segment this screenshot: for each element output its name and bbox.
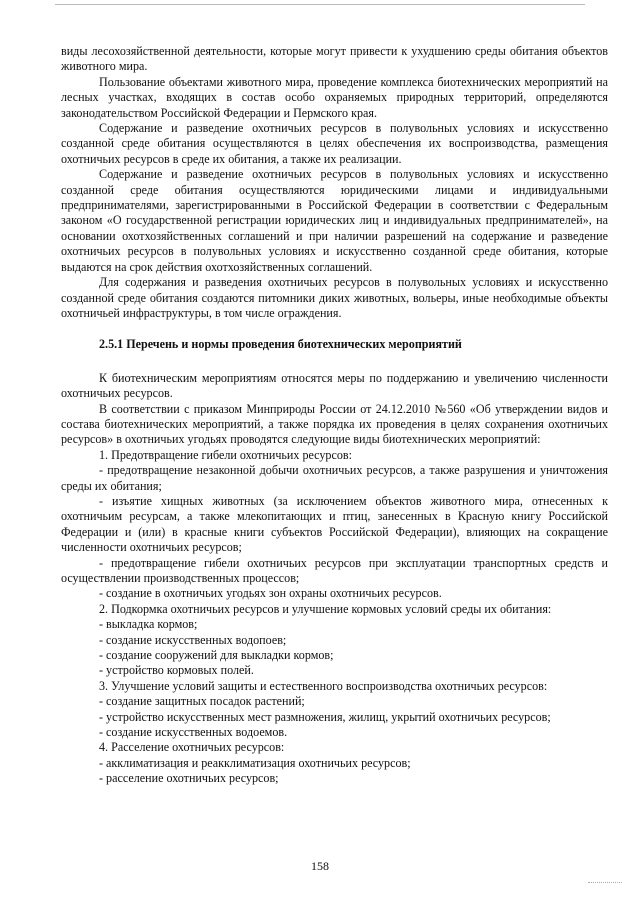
list-heading: 3. Улучшение условий защиты и естественного воспроизводства охотничьих ресурсов: [99,678,548,693]
list-item: - создание защитных посадок растений; [99,694,305,709]
list-item: - создание в охотничьих угодьях зон охраны охотничьих ресурсов. [99,586,442,601]
list-item: - устройство кормовых полей. [99,663,254,678]
list-item: - расселение охотничьих ресурсов; [99,771,279,786]
top-edge-rule [55,4,585,5]
list-item: - предотвращение незаконной добычи охотничьих ресурсов, а также разрушения и уничтожения среды их обитания; [61,463,608,493]
paragraph: Для содержания и разведения охотничьих ресурсов в полувольных условиях и искусственно созданной среде обитания создаются питомники диких животных, вольеры, иные необходимые объекты охотничьей инфраструктуры, в том числе ограждения. [61,275,608,320]
paragraph: Содержание и разведение охотничьих ресурсов в полувольных условиях и искусственно созданной среде обитания осуществляются в целях обеспечения их воспроизводства, размещения охотничьих ресурсов в среде их обитания, а также их реализации. [61,121,608,166]
scan-edge-mark [588,882,622,883]
list-item: - создание искусственных водоемов. [99,725,288,740]
list-heading: 4. Расселение охотничьих ресурсов: [99,740,285,755]
paragraph: К биотехническим мероприятиям относятся меры по поддержанию и увеличению численности охотничьих ресурсов. [61,370,608,401]
paragraph: виды лесохозяйственной деятельности, которые могут привести к ухудшению среды обитания объектов животного мира. [61,44,608,74]
list-item: - выкладка кормов; [99,617,198,632]
list-item: - изъятие хищных животных (за исключением объектов животного мира, отнесенных к охотничьим ресурсам, а также млекопитающих и птиц, занесенных в Красную книгу Российской Федерации и (или) в красные книги субъектов Российской Федерации), влияющих на сокращение численности охотничьих ресурсов; [61,493,608,555]
list-heading: 2. Подкормка охотничьих ресурсов и улучшение кормовых условий среды их обитания: [99,601,552,616]
list-item: - создание искусственных водопоев; [99,632,287,647]
list-item: - акклиматизация и реакклиматизация охотничьих ресурсов; [99,755,411,770]
list-item: - устройство искусственных мест размножения, жилищ, укрытий охотничьих ресурсов; [99,709,551,724]
paragraph: Пользование объектами животного мира, проведение комплекса биотехнических мероприятий на лесных участках, входящих в состав особо охраняемых природных территорий, определяются законодательством Российской Федерации и Пермского края. [61,74,608,120]
list-item: - предотвращение гибели охотничьих ресурсов при эксплуатации транспортных средств и осуществлении производственных процессов; [61,555,608,585]
paragraph: Содержание и разведение охотничьих ресурсов в полувольных условиях и искусственно созданной среде обитания осуществляются юридическими лицами и индивидуальными предпринимателями, зарегистрированными в Российской Федерации в соответствии с Федеральным законом «О государственной регистрации юридических лиц и индивидуальных предпринимателей», на основании охотхозяйственных соглашений и при наличии разрешений на содержание и разведение охотничьих ресурсов в полувольных условиях и искусственно созданной среде обитания, которые выдаются на срок действия охотхозяйственных соглашений. [61,167,608,274]
document-body [61,44,608,787]
paragraph: В соответствии с приказом Минприроды России от 24.12.2010 №560 «Об утверждении видов и состава биотехнических мероприятий, а также порядка их проведения в целях сохранения охотничьих ресурсов» в охотничьих угодьях проводятся следующие виды биотехнических мероприятий: [61,401,608,447]
list-item: - создание сооружений для выкладки кормов; [99,648,334,663]
list-heading: 1. Предотвращение гибели охотничьих ресурсов: [99,447,352,462]
page-number: 158 [311,859,329,873]
section-heading: 2.5.1 Перечень и нормы проведения биотехнических мероприятий [99,337,462,352]
